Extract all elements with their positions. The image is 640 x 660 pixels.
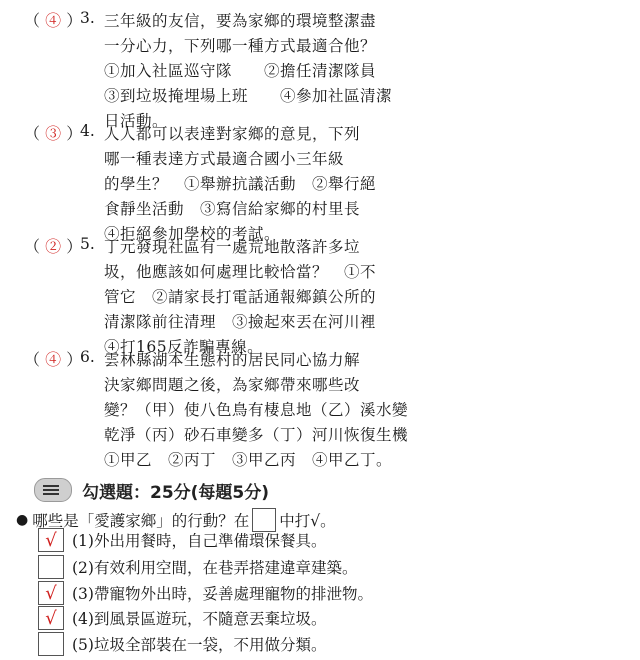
question-line: ④打165反詐騙專線。 (104, 338, 264, 356)
question-line: 變？（甲）使八色鳥有棲息地（乙）溪水變 (104, 401, 409, 419)
question-line: 的學生？ ①舉辦抗議活動 ②舉行絕 (104, 175, 377, 193)
question-line: 日活動。 (104, 112, 169, 130)
checkbox[interactable]: √ (38, 606, 64, 630)
check-item (38, 528, 326, 552)
question-line: 管它 ②請家長打電話通報鄉鎮公所的 (104, 288, 377, 306)
check-item-text: (3)帶寵物外出時，妥善處理寵物的排泄物。 (72, 585, 373, 603)
answer-bracket: （ ④ ） (24, 350, 83, 369)
question-line: 丁元發現社區有一處荒地散落許多垃 (104, 238, 361, 256)
question-line: ①加入社區巡守隊 ②擔任清潔隊員 (104, 62, 377, 80)
answer-mark: ③ (45, 124, 62, 143)
section-title: 勾選題：25分(每題5分) (82, 482, 270, 503)
instruction-text-after: 中打√。 (279, 512, 336, 530)
question-line: 人人都可以表達對家鄉的意見，下列 (104, 125, 361, 143)
checkbox[interactable]: √ (38, 581, 64, 605)
question-line: ①甲乙 ②丙丁 ③甲乙丙 ④甲乙丁。 (104, 451, 393, 469)
check-item (38, 581, 373, 605)
question-line: 清潔隊前往清理 ③撿起來丟在河川裡 (104, 313, 377, 331)
answer-bracket: （ ② ） (24, 237, 83, 256)
question-line: 食靜坐活動 ③寫信給家鄉的村里長 (104, 200, 361, 218)
question-line: 哪一種表達方式最適合國小三年級 (104, 150, 345, 168)
question-line: 一分心力，下列哪一種方式最適合他？ (104, 37, 377, 55)
question-number: 3. (80, 9, 95, 27)
question-line: ④拒絕參加學校的考試。 (104, 225, 281, 243)
question-line: 三年級的友信，要為家鄉的環境整潔盡 (104, 12, 377, 30)
check-item-text: (2)有效利用空間，在巷弄搭建違章建築。 (72, 559, 358, 577)
section-header (34, 476, 269, 504)
answer-mark: ② (45, 237, 62, 256)
instruction-text-before: 哪些是「愛護家鄉」的行動？在 (32, 512, 250, 530)
question-number: 5. (80, 235, 95, 253)
check-item-text: (1)外出用餐時，自己準備環保餐具。 (72, 532, 327, 550)
question-line: ③到垃圾掩埋場上班 ④參加社區清潔 (104, 87, 393, 105)
question-number: 4. (80, 122, 95, 140)
bullet-icon: ● (16, 512, 29, 528)
checkbox[interactable] (38, 555, 64, 579)
check-item (38, 606, 326, 630)
answer-mark: ④ (45, 11, 62, 30)
equal-lines-icon (34, 478, 72, 502)
question-line: 乾淨（丙）砂石車變多（丁）河川恢復生機 (104, 426, 409, 444)
checkbox[interactable]: √ (38, 528, 64, 552)
check-item (38, 555, 357, 579)
answer-bracket: （ ③ ） (24, 124, 83, 143)
checkbox[interactable] (38, 632, 64, 656)
answer-bracket: （ ④ ） (24, 11, 83, 30)
check-item-text: (4)到風景區遊玩，不隨意丟棄垃圾。 (72, 610, 327, 628)
check-item (38, 632, 326, 656)
question-line: 圾，他應該如何處理比較恰當？ ①不 (104, 263, 377, 281)
check-item-text: (5)垃圾全部裝在一袋，不用做分類。 (72, 636, 327, 654)
answer-mark: ④ (45, 350, 62, 369)
question-line: 決家鄉問題之後，為家鄉帶來哪些改 (104, 376, 361, 394)
question-line: 雲林縣湖本生態村的居民同心協力解 (104, 351, 361, 369)
question-number: 6. (80, 348, 95, 366)
